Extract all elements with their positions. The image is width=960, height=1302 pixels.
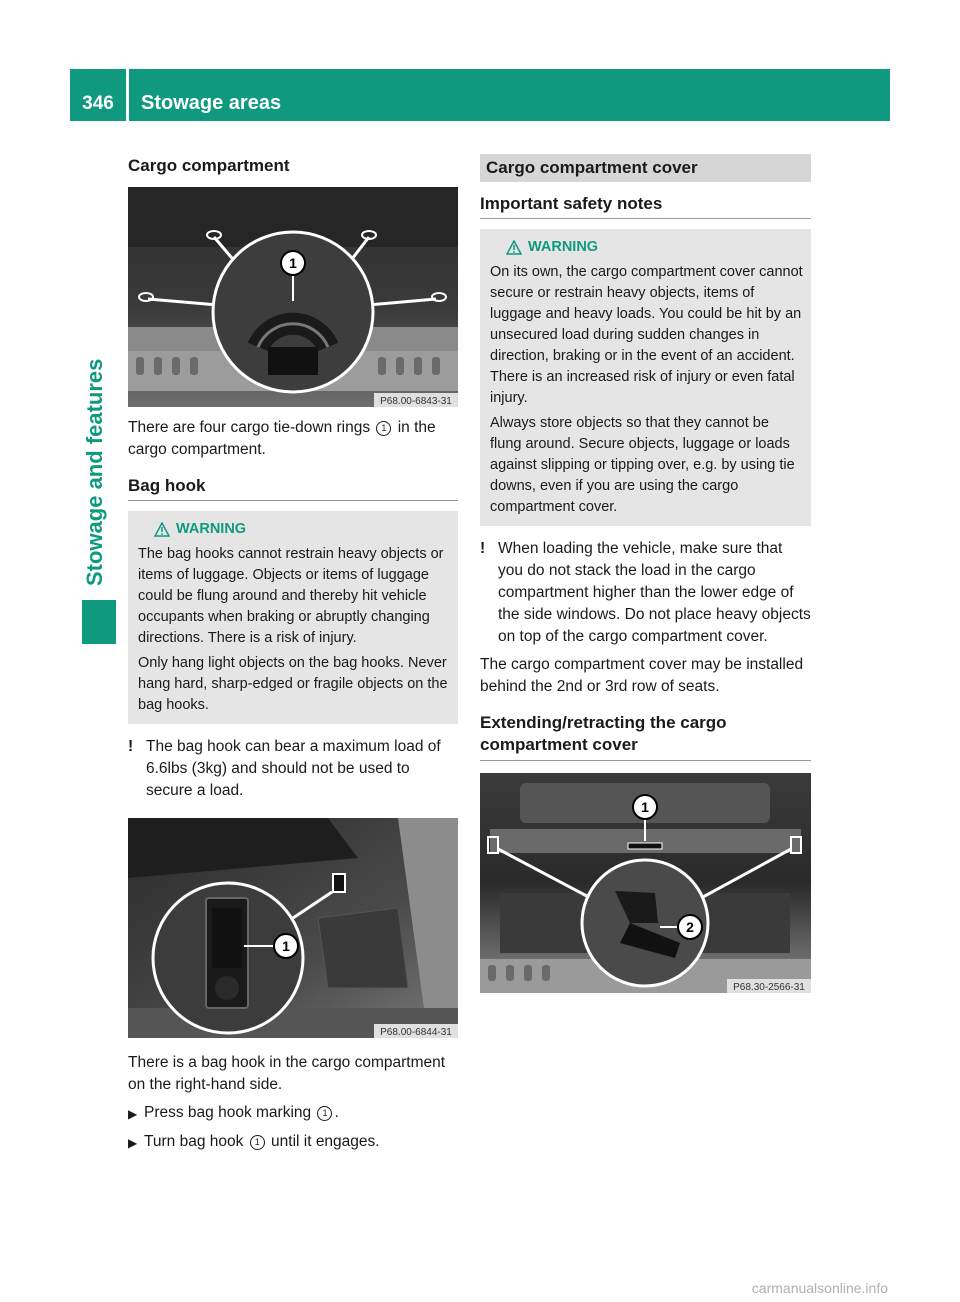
fig3-callout-2: 2 (686, 919, 694, 935)
fig2-callout: 1 (282, 938, 290, 954)
side-tab-label: Stowage and features (82, 358, 107, 586)
bag-hook-figure (128, 818, 458, 1038)
notice-icon: ! (480, 540, 486, 557)
warning-triangle-icon (154, 522, 170, 537)
right-column (480, 154, 811, 993)
left-column (128, 150, 458, 1154)
extend-heading: Extending/retracting the cargo compartment cover (480, 712, 811, 761)
notice-icon: ! (128, 738, 134, 755)
warning-label: WARNING (528, 239, 599, 255)
ref-marker: 1 (250, 1135, 265, 1150)
bag-hook-notice (128, 736, 458, 802)
cargo-compartment-heading: Cargo compartment (128, 156, 290, 175)
fig3-callout-1: 1 (641, 799, 649, 815)
bag-hook-heading: Bag hook (128, 476, 458, 501)
warning-text-1: The bag hooks cannot restrain heavy objects or items of luggage. Objects or items of luggage could be flung around and thereby hit vehicle occupants when braking or abruptly changing directions. There is a risk of injury. (138, 546, 444, 646)
fig3-code: P68.30-2566-31 (733, 982, 805, 993)
header-divider (126, 69, 129, 121)
safety-heading: Important safety notes (480, 194, 811, 219)
fig2-code: P68.00-6844-31 (380, 1027, 452, 1038)
step-press: ▶ Press bag hook marking 1 . (128, 1102, 458, 1125)
warning-text-2: Only hang light objects on the bag hooks. Never hang hard, sharp-edged or fragile objects on the bag hooks. (138, 655, 448, 713)
tie-down-text: There are four cargo tie-down rings 1 in the cargo compartment. (128, 419, 436, 458)
tie-down-figure (128, 187, 458, 407)
step-turn: ▶ Turn bag hook 1 until it engages. (128, 1131, 458, 1154)
warning-header (138, 519, 450, 540)
fig1-code: P68.00-6843-31 (380, 396, 452, 407)
cover-heading: Cargo compartment cover (480, 154, 811, 182)
ref-marker: 1 (376, 421, 391, 436)
fig1-callout: 1 (289, 255, 297, 271)
ref-marker: 1 (317, 1106, 332, 1121)
install-text: The cargo compartment cover may be installed behind the 2nd or 3rd row of seats. (480, 656, 804, 695)
warning-label: WARNING (176, 521, 247, 537)
warning-triangle-icon (506, 240, 522, 255)
cover-warning (480, 229, 811, 526)
notice-text: When loading the vehicle, make sure that you do not stack the load in the cargo compartment higher than the lower edge of the side windows. Do not place heavy objects on top of the cargo compartment cover. (498, 540, 811, 645)
page-number: 346 (82, 93, 114, 114)
warning-text-1: On its own, the cargo compartment cover cannot secure or restrain heavy objects, items of luggage and heavy loads. You could be hit by an unsecured load during sudden changes in direction, braking or in the event of an accident. There is an increased risk of injury or even fatal injury. (490, 264, 803, 406)
warning-text-2: Always store objects so that they cannot be flung around. Secure objects, luggage or loads against slipping or tipping over, e.g. by using tie downs, even if you are using the cargo compartment cover. (490, 415, 795, 515)
side-tab-block (82, 600, 116, 644)
step-arrow-icon: ▶ (128, 1107, 138, 1121)
section-title: Stowage areas (141, 92, 282, 114)
step-arrow-icon: ▶ (128, 1136, 138, 1150)
cover-figure (480, 773, 811, 993)
notice-text: The bag hook can bear a maximum load of 6.6lbs (3kg) and should not be used to secure a load. (146, 738, 441, 799)
warning-header (490, 237, 803, 258)
bag-hook-warning (128, 511, 458, 724)
bag-hook-location-text: There is a bag hook in the cargo compartment on the right-hand side. (128, 1054, 446, 1093)
watermark: carmanualsonline.info (751, 1280, 888, 1296)
cover-notice (480, 538, 811, 648)
